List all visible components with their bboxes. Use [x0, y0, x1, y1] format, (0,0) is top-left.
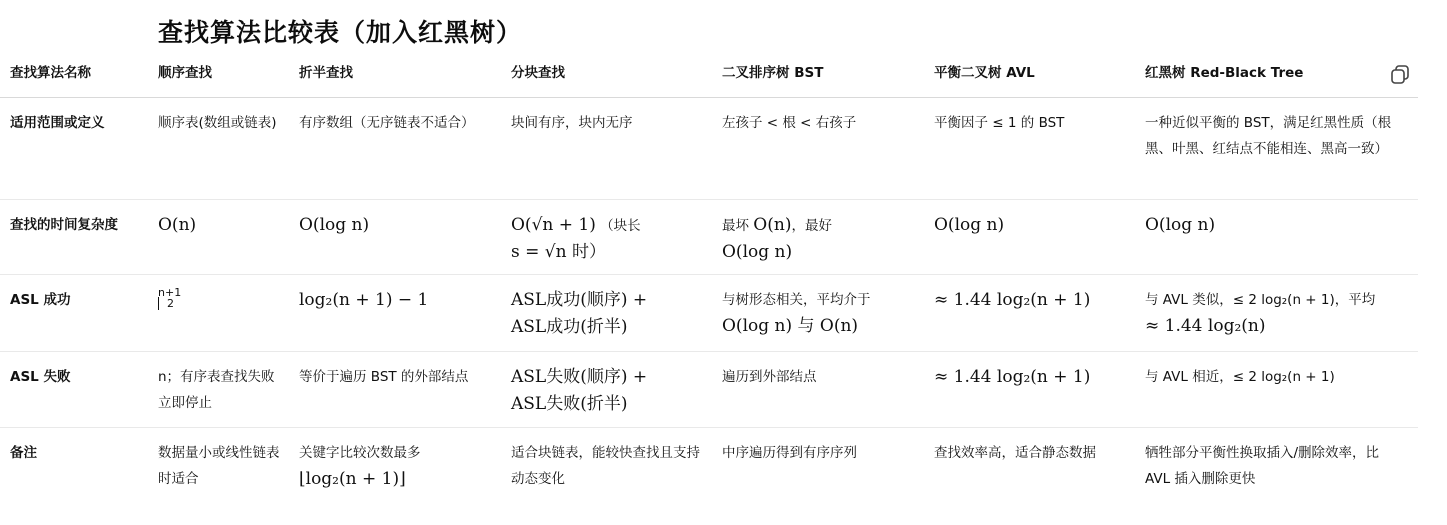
table-cell — [934, 200, 1145, 275]
cell-text: 中序遍历得到有序序列 — [722, 445, 857, 461]
cell-text: 牺牲部分平衡性换取插入/删除效率，比 AVL 插入删除更快 — [1145, 445, 1380, 487]
table-cell — [722, 98, 934, 200]
row-label: ASL 成功 — [0, 275, 158, 352]
formula: ≈ 1.44 log₂(n + 1) — [934, 367, 1091, 387]
header-algorithm-name: 查找算法名称 — [0, 56, 158, 98]
table-row — [0, 275, 1418, 352]
formula: ASL成功(顺序) + — [511, 290, 648, 310]
table-cell — [158, 98, 299, 200]
cell-text: n；有序表查找失败立即停止 — [158, 369, 275, 411]
table-cell — [158, 352, 299, 428]
table-cell — [511, 352, 722, 428]
fraction-numerator: n+1 — [158, 286, 182, 299]
cell-text: 顺序表(数组或链表) — [158, 115, 277, 131]
table-cell — [1145, 200, 1418, 275]
fraction — [158, 287, 181, 309]
table-cell — [934, 352, 1145, 428]
formula: ASL失败(折半) — [511, 394, 628, 414]
table-cell — [299, 98, 511, 200]
formula: O(log n) 与 O(n) — [722, 316, 859, 336]
cell-text: 与 AVL 相近，≤ 2 log₂(n + 1) — [1145, 369, 1335, 385]
table-cell — [934, 98, 1145, 200]
table-cell — [722, 275, 934, 352]
table-cell — [934, 428, 1145, 498]
table-row — [0, 428, 1418, 498]
table-cell — [158, 275, 299, 352]
formula: O(log n) — [722, 242, 793, 262]
cell-text: 最坏 — [722, 218, 754, 234]
header-row — [0, 56, 1418, 98]
cell-text: 与 AVL 类似，≤ 2 log₂(n + 1)，平均 — [1145, 292, 1376, 308]
formula: O(n) — [158, 215, 197, 235]
row-label: 查找的时间复杂度 — [0, 200, 158, 275]
formula: log₂(n + 1) − 1 — [299, 290, 429, 310]
table-cell — [1145, 352, 1418, 428]
cell-text: 有序数组（无序链表不适合） — [299, 115, 475, 131]
formula: ASL失败(顺序) + — [511, 367, 648, 387]
comparison-table — [0, 56, 1418, 498]
cell-text: 一种近似平衡的 BST，满足红黑性质（根黑、叶黑、红结点不能相连、黑高一致） — [1145, 115, 1392, 157]
table-cell — [722, 428, 934, 498]
cell-text: ，最好 — [791, 218, 832, 234]
table-cell — [511, 200, 722, 275]
table-cell — [722, 200, 934, 275]
table-cell — [511, 98, 722, 200]
formula: O(log n) — [299, 215, 370, 235]
table-cell — [1145, 428, 1418, 498]
table-cell — [158, 428, 299, 498]
table-cell — [934, 275, 1145, 352]
formula: ≈ 1.44 log₂(n) — [1145, 316, 1266, 336]
table-cell — [1145, 275, 1418, 352]
table-cell — [1145, 98, 1418, 200]
table-cell — [299, 352, 511, 428]
table-cell — [511, 275, 722, 352]
cell-text: 平衡因子 ≤ 1 的 BST — [934, 115, 1065, 131]
header-rbtree: 红黑树 Red-Black Tree — [1145, 56, 1418, 98]
formula: O(log n) — [1145, 215, 1216, 235]
row-label: 适用范围或定义 — [0, 98, 158, 200]
cell-text: 左孩子 < 根 < 右孩子 — [722, 115, 857, 131]
header-bst: 二叉排序树 BST — [722, 56, 934, 98]
cell-text: 查找效率高，适合静态数据 — [934, 445, 1096, 461]
header-block: 分块查找 — [511, 56, 722, 98]
formula: O(n) — [753, 215, 792, 235]
formula: O(√n + 1) — [511, 215, 596, 235]
cell-text: 与树形态相关，平均介于 — [722, 292, 871, 308]
formula: ⌊log₂(n + 1)⌋ — [299, 469, 406, 489]
formula: O(log n) — [934, 215, 1005, 235]
formula: s = √n 时） — [511, 242, 606, 262]
cell-text: 块间有序，块内无序 — [511, 115, 633, 131]
cell-text: 关键字比较次数最多 — [299, 445, 421, 461]
row-label: 备注 — [10, 445, 37, 461]
cell-text: 数据量小或线性链表时适合 — [158, 445, 280, 487]
formula: ASL成功(折半) — [511, 317, 628, 337]
table-cell — [722, 352, 934, 428]
cell-text: （块长 — [600, 218, 641, 234]
fraction-denominator: 2 — [158, 297, 174, 310]
header-binary: 折半查找 — [299, 56, 511, 98]
formula: ≈ 1.44 log₂(n + 1) — [934, 290, 1091, 310]
cell-text: 等价于遍历 BST 的外部结点 — [299, 369, 469, 385]
table-cell — [511, 428, 722, 498]
header-sequential: 顺序查找 — [158, 56, 299, 98]
table-cell — [299, 428, 511, 498]
page-title: 查找算法比较表（加入红黑树） — [158, 18, 523, 47]
cell-text: 适合块链表，能较快查找且支持动态变化 — [511, 445, 700, 487]
table-row — [0, 98, 1418, 200]
table-cell — [299, 275, 511, 352]
table-row — [0, 352, 1418, 428]
table-cell — [299, 200, 511, 275]
row-label: ASL 失败 — [0, 352, 158, 428]
cell-text: 遍历到外部结点 — [722, 369, 817, 385]
table-cell — [158, 200, 299, 275]
header-avl: 平衡二叉树 AVL — [934, 56, 1145, 98]
table-row — [0, 200, 1418, 275]
